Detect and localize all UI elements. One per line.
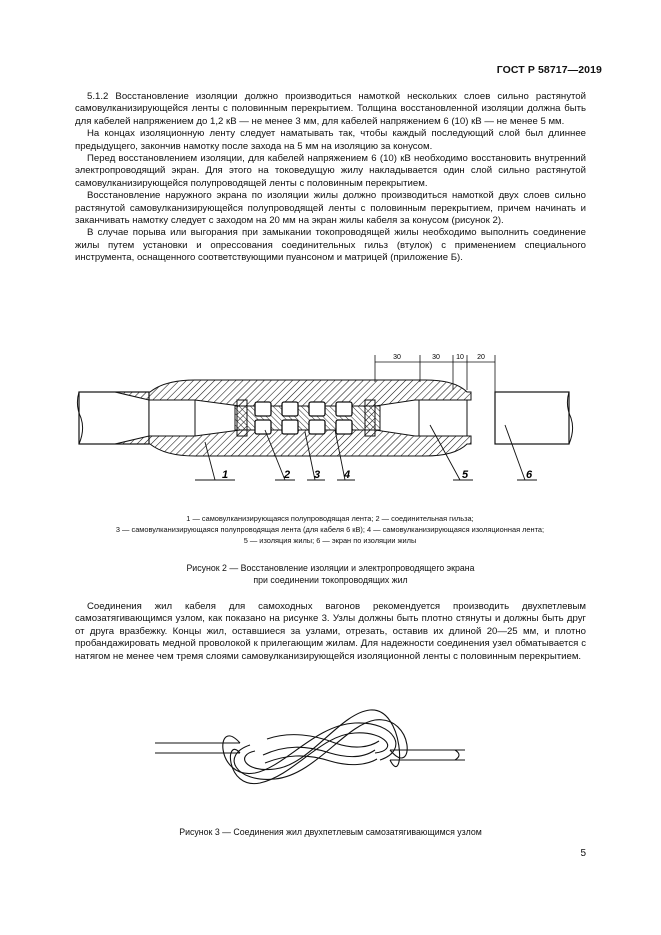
callout-label: 1 [221, 469, 229, 481]
dimension-label: 30 [432, 354, 440, 361]
callout-label: 2 [283, 469, 291, 481]
figure-2-splice-drawing [75, 350, 575, 495]
dimension-label: 30 [393, 354, 401, 361]
paragraph: Соединения жил кабеля для самоходных вагонов рекомендуется производить двухпетлевым самозатягивающимся узлом, как показано на рисунке 3. Узлы должны быть плотно стянуты и должны быть друг от друга вразбежку. Концы жил, оставшиеся за узлами, отрезать, оставив их длиной 20—25 мм, и плотно пробандажировать медной проволокой к прилегающим жилам. Для надежности соединения узел обматывается с натягом не менее чем тремя слоями самовулканизирующейся изоляционной ленты с половинным перекрытием. [75, 601, 586, 662]
callout-label: 5 [461, 469, 469, 481]
caption-line: при соединении токопроводящих жил [253, 575, 408, 585]
figure-2-caption [75, 562, 586, 586]
figure-3-caption: Рисунок 3 — Соединения жил двухпетлевым самозатягивающимся узлом [179, 827, 482, 837]
paragraph: 5.1.2 Восстановление изоляции должно производиться намоткой нескольких слоев сильно растянутой самовулканизирующейся ленты с половинным перекрытием. Толщина восстановленной изоляции должна быть для кабелей напряжением до 1,2 кВ — не менее 3 мм, для кабелей напряжением 6 (10) кВ — не менее 5 мм. [75, 91, 586, 127]
dimension-label: 20 [477, 354, 485, 361]
caption-line: Рисунок 2 — Восстановление изоляции и электропроводящего экрана [186, 563, 475, 573]
text-block-1 [75, 91, 586, 265]
figure-3-knot-drawing [155, 695, 475, 810]
callout-label: 6 [525, 469, 533, 481]
dimension-label: 10 [456, 354, 464, 361]
paragraph: Перед восстановлением изоляции, для кабелей напряжением 6 (10) кВ необходимо восстановить внутренний электропроводящий экран. Для этого на токоведущую жилу накладывается один слой сильно растянутой самовулканизирующейся полупроводящей ленты с половинным перекрытием. [75, 153, 586, 189]
document-header: ГОСТ Р 58717—2019 [496, 64, 602, 76]
paragraph: Восстановление наружного экрана по изоляции жилы должно производиться намоткой двух слоев сильно растянутой самовулканизирующейся полупроводящей ленты с половинным перекрытием, причем начинать и заканчивать намотку следует с заходом на 20 мм на экран жилы кабеля за конусом (рисунок 2). [75, 190, 586, 227]
text-block-2 [75, 601, 586, 663]
paragraph: На концах изоляционную ленту следует наматывать так, чтобы каждый последующий слой был длиннее предыдущего, закончив намотку после захода на 5 мм на изоляцию за конусом. [75, 128, 586, 152]
legend-line: 5 — изоляция жилы; 6 — экран по изоляции жилы [243, 536, 417, 545]
page-number: 5 [580, 848, 586, 859]
callout-label: 3 [313, 469, 321, 481]
knot-drawing [155, 710, 465, 784]
callout-label: 4 [343, 469, 351, 481]
legend-line: 3 — самовулканизирующаяся полупроводящая лента (для кабеля 6 кВ); 4 — самовулканизирующаяся изоляционная лента; [115, 525, 545, 534]
cable-drawing [77, 355, 572, 480]
paragraph: В случае порыва или выгорания при замыкании токопроводящей жилы необходимо выполнить соединение жилы путем установки и опрессования соединительных гильз (втулок) с применением специального инструмента, оснащенного соответствующими пуансоном и матрицей (приложение Б). [75, 227, 586, 264]
legend-line: 1 — самовулканизирующаяся полупроводящая лента; 2 — соединительная гильза; [186, 514, 474, 523]
figure-2-legend [40, 513, 620, 546]
